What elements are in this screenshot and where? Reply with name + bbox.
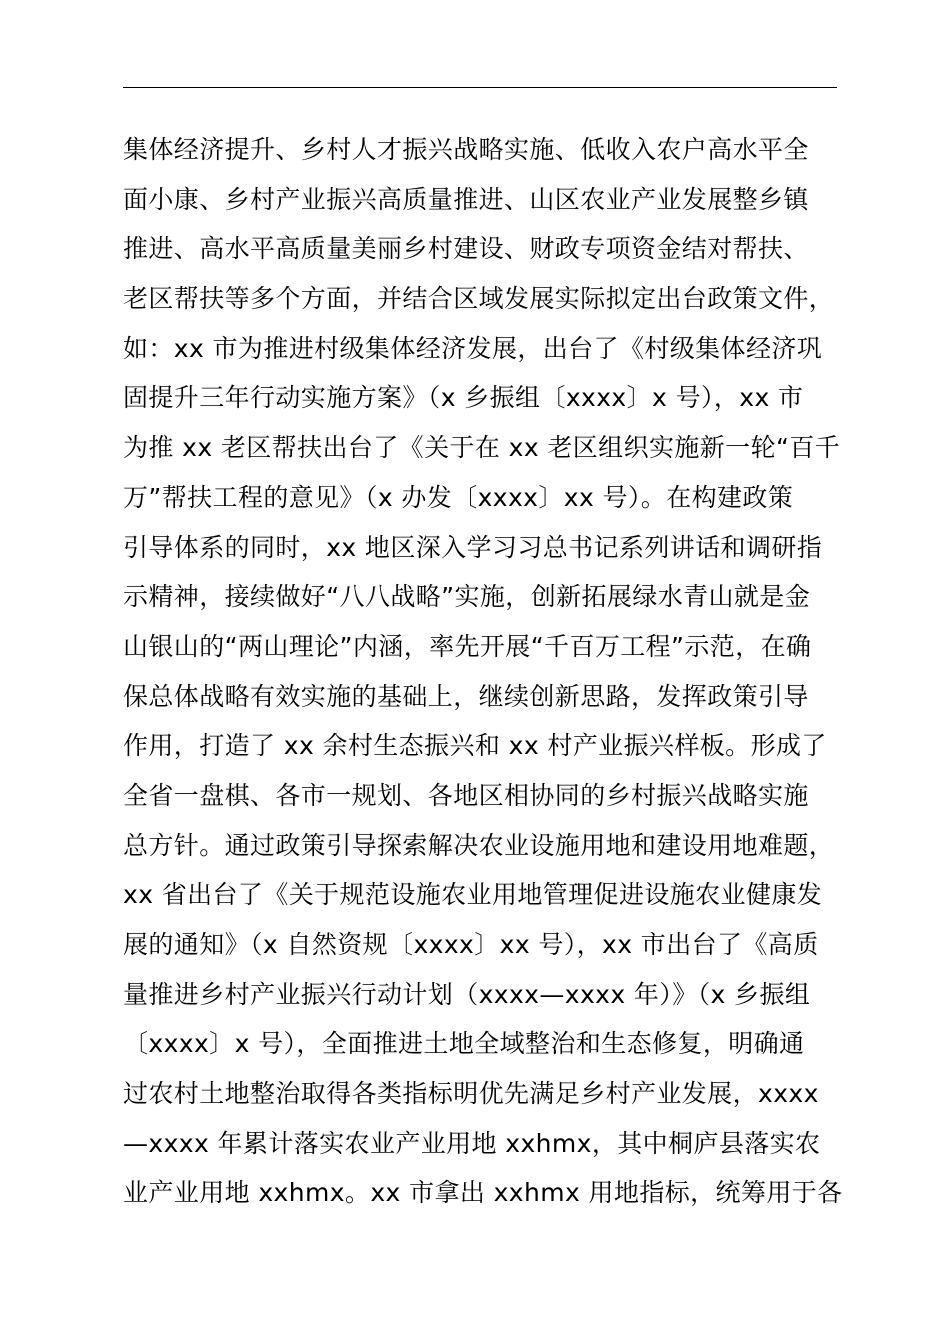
text-line: 推进、高水平高质量美丽乡村建设、财政专项资金结对帮扶、	[123, 234, 809, 264]
text-line: 万”帮扶工程的意见》（x 办发〔xxxx〕xx 号）。在构建政策	[123, 482, 794, 512]
text-line: 〔xxxx〕x 号），全面推进土地全域整治和生态修复，明确通	[123, 1029, 805, 1059]
text-line: 固提升三年行动实施方案》（x 乡振组〔xxxx〕x 号），xx 市	[123, 383, 804, 413]
text-line: 总方针。通过政策引导探索解决农业设施用地和建设用地难题，	[123, 830, 835, 860]
body-paragraph	[123, 125, 863, 1218]
text-line: 如：xx 市为推进村级集体经济发展，出台了《村级集体经济巩	[123, 333, 823, 363]
text-line: 示精神，接续做好“八八战略”实施，创新拓展绿水青山就是金	[123, 582, 811, 612]
text-line: 过农村土地整治取得各类指标明优先满足乡村产业发展，xxxx	[123, 1079, 819, 1109]
text-line: 全省一盘棋、各市一规划、各地区相协同的乡村振兴战略实施	[123, 780, 809, 810]
text-line: 量推进乡村产业振兴行动计划（xxxx—xxxx 年）》（x 乡振组	[123, 979, 811, 1009]
text-line: 面小康、乡村产业振兴高质量推进、山区农业产业发展整乡镇	[123, 184, 809, 214]
text-line: 引导体系的同时，xx 地区深入学习习总书记系列讲话和调研指	[123, 532, 823, 562]
text-line: 集体经济提升、乡村人才振兴战略实施、低收入农户高水平全	[123, 135, 809, 164]
text-line: 展的通知》（x 自然资规〔xxxx〕xx 号），xx 市出台了《高质	[123, 930, 819, 959]
text-line: 业产业用地 xxhmx。xx 市拿出 xxhmx 用地指标，统筹用于各	[123, 1178, 843, 1208]
text-line: 保总体战略有效实施的基础上，继续创新思路，发挥政策引导	[123, 681, 809, 711]
text-line: 山银山的“两山理论”内涵，率先开展“千百万工程”示范，在确	[123, 631, 812, 661]
text-line: 老区帮扶等多个方面，并结合区域发展实际拟定出台政策文件，	[123, 284, 835, 314]
text-line: 作用，打造了 xx 余村生态振兴和 xx 村产业振兴样板。形成了	[123, 731, 827, 761]
text-line: —xxxx 年累计落实农业产业用地 xxhmx，其中桐庐县落实农	[123, 1128, 821, 1158]
text-line: 为推 xx 老区帮扶出台了《关于在 xx 老区组织实施新一轮“百千	[123, 433, 841, 463]
text-line: xx 省出台了《关于规范设施农业用地管理促进设施农业健康发	[123, 880, 823, 910]
header-rule	[123, 87, 837, 88]
